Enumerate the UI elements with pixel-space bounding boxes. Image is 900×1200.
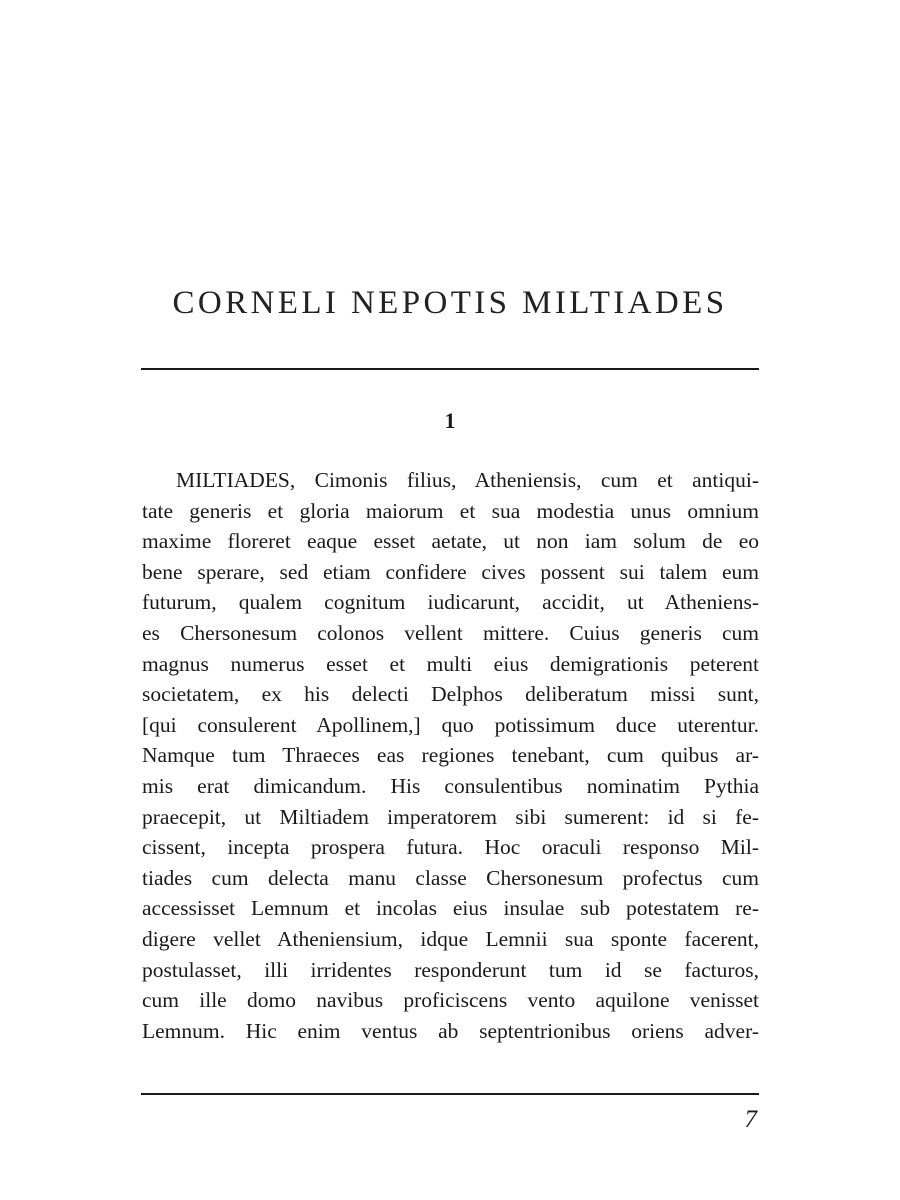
text-line: Namque tum Thraeces eas regiones tenebant, cum quibus ar- [142, 743, 759, 768]
text-line: cum ille domo navibus proficiscens vento aquilone venisset [142, 988, 759, 1013]
page-title: CORNELI NEPOTIS MILTIADES [172, 285, 728, 321]
text-line: [qui consulerent Apollinem,] quo potissimum duce uterentur. [142, 712, 759, 737]
text-line: digere vellet Atheniensium, idque Lemnii sua sponte facerent, [142, 926, 759, 951]
body-paragraph [142, 465, 759, 1046]
text-line: magnus numerus esset et multi eius demigrationis peterent [142, 651, 759, 676]
text-line: MILTIADES, Cimonis filius, Atheniensis, cum et antiqui- [176, 468, 759, 492]
chapter-number: 1 [444, 408, 456, 433]
page-number: 7 [744, 1106, 757, 1133]
text-line: accessisset Lemnum et incolas eius insulae sub potestatem re- [142, 896, 759, 921]
text-line: tiades cum delecta manu classe Chersonesum profectus cum [142, 865, 759, 890]
text-line: mis erat dimicandum. His consulentibus nominatim Pythia [142, 773, 759, 798]
top-divider [141, 368, 759, 370]
text-line: maxime floreret eaque esset aetate, ut non iam solum de eo [142, 529, 759, 554]
text-line: postulasset, illi irridentes responderunt tum id se facturos, [142, 957, 759, 982]
text-line: es Chersonesum colonos vellent mittere. Cuius generis cum [142, 620, 759, 645]
text-line: societatem, ex his delecti Delphos deliberatum missi sunt, [142, 682, 759, 707]
text-line: futurum, qualem cognitum iudicarunt, accidit, ut Atheniens- [142, 590, 759, 615]
text-line: tate generis et gloria maiorum et sua modestia unus omnium [142, 498, 759, 523]
bottom-divider [141, 1093, 759, 1095]
text-line: cissent, incepta prospera futura. Hoc oraculi responso Mil- [142, 835, 759, 860]
text-line: bene sperare, sed etiam confidere cives possent sui talem eum [142, 559, 759, 584]
text-line: praecepit, ut Miltiadem imperatorem sibi sumerent: id si fe- [142, 804, 759, 829]
text-line: Lemnum. Hic enim ventus ab septentrionibus oriens adver- [142, 1018, 759, 1043]
